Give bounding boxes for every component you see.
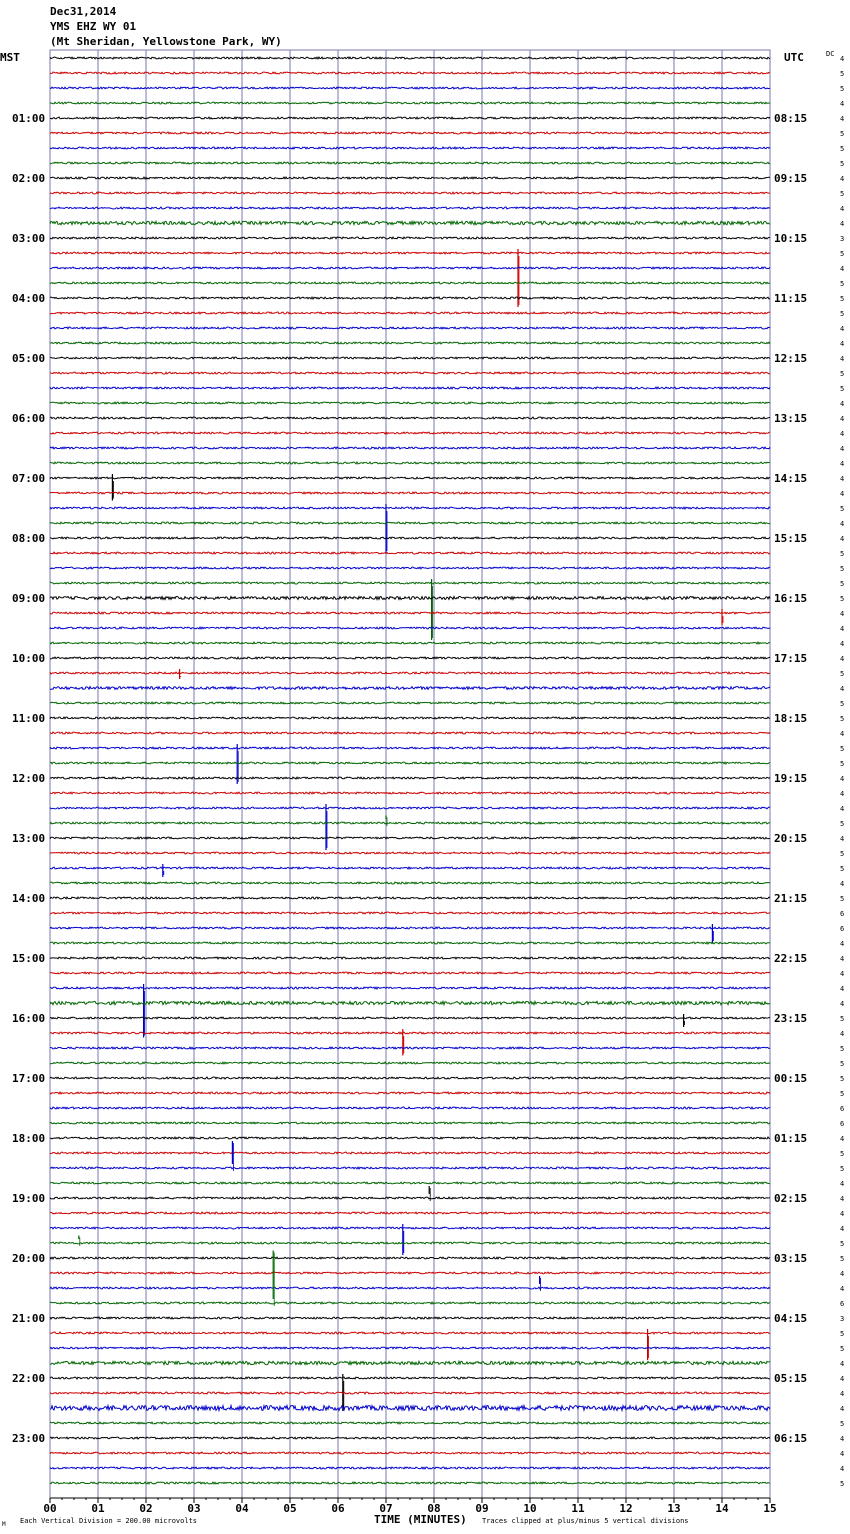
seismic-trace [50, 822, 770, 824]
dc-offset-value: 5 [840, 850, 845, 858]
dc-offset-value: 6 [840, 910, 845, 918]
dc-offset-value: 4 [840, 1450, 845, 1458]
dc-offset-value: 5 [840, 1060, 845, 1068]
mst-hour-label: 14:00 [12, 892, 46, 905]
dc-offset-value: 4 [840, 655, 845, 663]
x-tick-label: 09 [475, 1502, 489, 1515]
dc-offset-value: 4 [840, 1000, 845, 1008]
seismic-trace [50, 552, 770, 554]
dc-offset-value: 5 [840, 1015, 845, 1023]
seismic-trace [50, 72, 770, 74]
x-tick-label: 00 [43, 1502, 57, 1515]
clip-note: Traces clipped at plus/minus 5 vertical divisions [482, 1517, 689, 1525]
dc-offset-value: 5 [840, 1255, 845, 1263]
station-location: (Mt Sheridan, Yellowstone Park, WY) [50, 35, 282, 48]
chart-date: Dec31,2014 [50, 5, 117, 18]
seismic-trace [50, 1167, 770, 1169]
dc-offset-value: 4 [840, 1135, 845, 1143]
seismic-trace [50, 1092, 770, 1094]
dc-offset-value: 5 [840, 1165, 845, 1173]
seismic-trace [50, 897, 770, 899]
seismogram-traces [50, 57, 770, 1484]
seismic-trace [50, 717, 770, 719]
mst-hour-label: 01:00 [12, 112, 46, 125]
dc-offset-value: 5 [840, 160, 845, 168]
seismic-trace [50, 162, 770, 164]
x-tick-label: 07 [379, 1502, 393, 1515]
x-tick-label: 14 [715, 1502, 729, 1515]
seismic-trace [50, 1062, 770, 1064]
utc-hour-label: 08:15 [774, 112, 808, 125]
station-id: YMS EHZ WY 01 [50, 20, 137, 33]
dc-offset-value: 4 [840, 205, 845, 213]
utc-hour-label: 17:15 [774, 652, 808, 665]
dc-offset-value: 5 [840, 865, 845, 873]
dc-offset-value: 4 [840, 1465, 845, 1473]
seismic-trace [50, 702, 770, 704]
seismic-trace [50, 987, 770, 989]
seismic-trace [50, 537, 770, 539]
mst-hour-label: 23:00 [12, 1432, 46, 1445]
dc-offset-value: 4 [840, 100, 845, 108]
dc-offset-value: 4 [840, 1030, 845, 1038]
utc-hour-label: 23:15 [774, 1012, 808, 1025]
utc-hour-label: 06:15 [774, 1432, 808, 1445]
dc-offset-value: 5 [840, 505, 845, 513]
seismic-trace [50, 792, 770, 794]
dc-offset-value: 4 [840, 445, 845, 453]
utc-hour-label: 10:15 [774, 232, 808, 245]
dc-offset-value: 5 [840, 370, 845, 378]
dc-offset-value: 4 [840, 985, 845, 993]
seismic-trace [50, 252, 770, 254]
seismic-trace [50, 612, 770, 614]
seismic-trace [50, 1077, 770, 1079]
dc-offset-value: 4 [840, 1435, 845, 1443]
mst-hour-label: 06:00 [12, 412, 46, 425]
utc-hour-label: 19:15 [774, 772, 808, 785]
seismic-trace [50, 1287, 770, 1289]
x-tick-label: 15 [763, 1502, 777, 1515]
seismic-trace [50, 1032, 770, 1034]
seismic-trace [50, 267, 770, 269]
dc-offset-value: 5 [840, 1090, 845, 1098]
mst-hour-label: 04:00 [12, 292, 46, 305]
x-tick-label: 10 [523, 1502, 537, 1515]
dc-offset-value: 5 [840, 85, 845, 93]
dc-offset-value: 4 [840, 1390, 845, 1398]
utc-hour-label: 01:15 [774, 1132, 808, 1145]
dc-offset-value: 4 [840, 1270, 845, 1278]
dc-offset-value: 6 [840, 925, 845, 933]
dc-offset-value: 5 [840, 700, 845, 708]
x-tick-label: 06 [331, 1502, 345, 1515]
dc-offset-value: 4 [840, 460, 845, 468]
seismic-trace [50, 762, 770, 764]
dc-offset-value: 5 [840, 1420, 845, 1428]
seismic-trace [50, 432, 770, 434]
mst-hour-label: 11:00 [12, 712, 46, 725]
seismic-trace [50, 57, 770, 59]
seismic-trace [50, 1017, 770, 1019]
dc-offset-value: 4 [840, 970, 845, 978]
dc-offset-value: 4 [840, 610, 845, 618]
seismic-trace [50, 642, 770, 644]
seismic-trace [50, 747, 770, 749]
mst-hour-label: 19:00 [12, 1192, 46, 1205]
dc-offset-value: 4 [840, 175, 845, 183]
seismic-trace [50, 87, 770, 89]
dc-offset-value: 5 [840, 385, 845, 393]
dc-offset-value: 4 [840, 625, 845, 633]
mst-hour-label: 17:00 [12, 1072, 46, 1085]
dc-offset-value: 4 [840, 955, 845, 963]
seismic-trace [50, 477, 770, 479]
seismic-trace [50, 237, 770, 239]
seismic-trace [50, 582, 770, 584]
dc-offset-value: 5 [840, 1150, 845, 1158]
x-tick-label: 01 [91, 1502, 105, 1515]
dc-offset-value: 5 [840, 1480, 845, 1488]
dc-offset-value: 5 [840, 745, 845, 753]
mst-hour-label: 13:00 [12, 832, 46, 845]
seismic-trace [50, 102, 770, 104]
seismic-trace [50, 927, 770, 929]
dc-offset-value: 6 [840, 1300, 845, 1308]
seismic-trace [50, 327, 770, 329]
utc-hour-label: 18:15 [774, 712, 808, 725]
dc-offset-value: 4 [840, 1405, 845, 1413]
dc-offset-value: 5 [840, 250, 845, 258]
seismic-trace [50, 972, 770, 974]
seismic-trace [50, 687, 770, 690]
dc-offset-value: 4 [840, 1375, 845, 1383]
dc-offset-value: 5 [840, 280, 845, 288]
seismic-trace [50, 192, 770, 194]
seismic-trace [50, 342, 770, 344]
scale-note: Each Vertical Division = 200.00 microvolts [20, 1517, 198, 1525]
seismic-trace [50, 1227, 770, 1229]
seismic-trace [50, 1317, 770, 1319]
mst-hour-label: 20:00 [12, 1252, 46, 1265]
x-tick-label: 05 [283, 1502, 297, 1515]
dc-offset-value: 4 [840, 535, 845, 543]
seismic-trace [50, 1482, 770, 1484]
seismic-trace [50, 372, 770, 374]
dc-offset-value: 5 [840, 1045, 845, 1053]
axis-labels [12, 55, 844, 1515]
seismic-trace [50, 1302, 770, 1304]
utc-hour-label: 16:15 [774, 592, 808, 605]
seismic-trace [50, 732, 770, 734]
dc-offset-value: 5 [840, 70, 845, 78]
seismic-trace [50, 312, 770, 314]
seismic-trace [50, 567, 770, 569]
dc-offset-value: 3 [840, 235, 845, 243]
seismic-trace [50, 507, 770, 509]
utc-hour-label: 20:15 [774, 832, 808, 845]
right-axis-title: UTC [784, 51, 804, 64]
x-tick-label: 02 [139, 1502, 153, 1515]
dc-offset-value: 5 [840, 310, 845, 318]
seismic-trace [50, 1467, 770, 1469]
dc-offset-value: 6 [840, 1105, 845, 1113]
corner-mark: M [2, 1521, 6, 1528]
dc-offset-value: 4 [840, 685, 845, 693]
seismic-trace [50, 297, 770, 299]
utc-hour-label: 14:15 [774, 472, 808, 485]
dc-offset-value: 4 [840, 1285, 845, 1293]
x-tick-label: 11 [571, 1502, 585, 1515]
mst-hour-label: 12:00 [12, 772, 46, 785]
dc-offset-value: 4 [840, 775, 845, 783]
seismic-trace [50, 1001, 770, 1004]
dc-offset-value: 5 [840, 1345, 845, 1353]
seismic-trace [50, 117, 770, 119]
seismic-trace [50, 1392, 770, 1394]
seismic-trace [50, 1257, 770, 1259]
seismic-trace [50, 1377, 770, 1379]
dc-offset-value: 5 [840, 895, 845, 903]
dc-offset-value: 5 [840, 670, 845, 678]
dc-offset-value: 5 [840, 565, 845, 573]
seismic-trace [50, 387, 770, 389]
seismic-trace [50, 447, 770, 449]
dc-offset-value: 5 [840, 1240, 845, 1248]
dc-offset-value: 4 [840, 265, 845, 273]
utc-hour-label: 22:15 [774, 952, 808, 965]
seismic-trace [50, 1347, 770, 1349]
seismic-trace [50, 462, 770, 464]
dc-offset-value: 4 [840, 430, 845, 438]
dc-offset-value: 4 [840, 415, 845, 423]
seismic-trace [50, 417, 770, 419]
mst-hour-label: 09:00 [12, 592, 46, 605]
mst-hour-label: 10:00 [12, 652, 46, 665]
dc-offset-value: 4 [840, 220, 845, 228]
seismic-trace [50, 1452, 770, 1454]
seismic-trace [50, 657, 770, 659]
dc-offset-value: 6 [840, 1120, 845, 1128]
dc-title: DC [826, 50, 835, 58]
seismic-trace [50, 942, 770, 944]
dc-offset-value: 4 [840, 475, 845, 483]
seismic-trace [50, 852, 770, 854]
utc-hour-label: 05:15 [774, 1372, 808, 1385]
dc-offset-value: 5 [840, 760, 845, 768]
mst-hour-label: 18:00 [12, 1132, 46, 1145]
seismic-trace [50, 807, 770, 809]
seismic-trace [50, 1122, 770, 1124]
dc-offset-value: 4 [840, 940, 845, 948]
dc-offset-value: 4 [840, 1210, 845, 1218]
dc-offset-value: 5 [840, 145, 845, 153]
seismic-trace [50, 627, 770, 629]
dc-offset-value: 4 [840, 730, 845, 738]
dc-offset-value: 4 [840, 1195, 845, 1203]
dc-offset-value: 5 [840, 715, 845, 723]
dc-offset-value: 4 [840, 355, 845, 363]
seismic-trace [50, 777, 770, 779]
x-tick-label: 03 [187, 1502, 201, 1515]
dc-offset-value: 5 [840, 580, 845, 588]
seismic-trace [50, 957, 770, 959]
dc-offset-value: 5 [840, 595, 845, 603]
seismic-trace [50, 1212, 770, 1214]
dc-offset-value: 4 [840, 880, 845, 888]
utc-hour-label: 03:15 [774, 1252, 808, 1265]
plot-frame [50, 50, 770, 1498]
seismic-trace [50, 596, 770, 599]
mst-hour-label: 03:00 [12, 232, 46, 245]
dc-offset-value: 5 [840, 295, 845, 303]
seismic-trace [50, 837, 770, 839]
dc-offset-value: 5 [840, 1330, 845, 1338]
seismic-trace [50, 1437, 770, 1439]
dc-offset-value: 3 [840, 1315, 845, 1323]
seismic-trace [50, 1182, 770, 1184]
seismic-trace [50, 357, 770, 359]
seismic-trace [50, 912, 770, 914]
seismic-trace [50, 1137, 770, 1139]
utc-hour-label: 21:15 [774, 892, 808, 905]
dc-offset-value: 4 [840, 55, 845, 63]
utc-hour-label: 04:15 [774, 1312, 808, 1325]
seismic-trace [50, 882, 770, 884]
mst-hour-label: 22:00 [12, 1372, 46, 1385]
dc-offset-value: 4 [840, 115, 845, 123]
dc-offset-value: 5 [840, 550, 845, 558]
seismic-trace [50, 1047, 770, 1049]
x-tick-label: 04 [235, 1502, 249, 1515]
dc-offset-value: 5 [840, 130, 845, 138]
seismic-trace [50, 1242, 770, 1244]
dc-offset-value: 4 [840, 640, 845, 648]
x-tick-label: 08 [427, 1502, 441, 1515]
dc-offset-value: 4 [840, 1225, 845, 1233]
utc-hour-label: 00:15 [774, 1072, 808, 1085]
dc-offset-value: 4 [840, 490, 845, 498]
seismic-trace [50, 522, 770, 524]
utc-hour-label: 02:15 [774, 1192, 808, 1205]
x-axis-label: TIME (MINUTES) [374, 1513, 467, 1526]
utc-hour-label: 12:15 [774, 352, 808, 365]
dc-offset-value: 5 [840, 1075, 845, 1083]
seismic-trace [50, 132, 770, 134]
mst-hour-label: 16:00 [12, 1012, 46, 1025]
left-axis-title: MST [0, 51, 20, 64]
mst-hour-label: 02:00 [12, 172, 46, 185]
seismic-trace [50, 221, 770, 224]
seismic-trace [50, 147, 770, 149]
mst-hour-label: 07:00 [12, 472, 46, 485]
seismic-trace [50, 207, 770, 209]
dc-offset-value: 4 [840, 790, 845, 798]
seismic-trace [50, 1406, 770, 1411]
x-tick-label: 12 [619, 1502, 633, 1515]
dc-offset-value: 5 [840, 190, 845, 198]
x-tick-label: 13 [667, 1502, 681, 1515]
seismic-trace [50, 1197, 770, 1199]
seismic-trace [50, 177, 770, 179]
utc-hour-label: 15:15 [774, 532, 808, 545]
dc-offset-value: 4 [840, 520, 845, 528]
seismic-trace [50, 1332, 770, 1334]
seismic-trace [50, 867, 770, 869]
dc-offset-value: 4 [840, 325, 845, 333]
mst-hour-label: 08:00 [12, 532, 46, 545]
dc-offset-value: 4 [840, 835, 845, 843]
dc-offset-value: 4 [840, 400, 845, 408]
dc-offset-value: 4 [840, 1360, 845, 1368]
utc-hour-label: 09:15 [774, 172, 808, 185]
seismic-trace [50, 282, 770, 284]
utc-hour-label: 11:15 [774, 292, 808, 305]
mst-hour-label: 21:00 [12, 1312, 46, 1325]
seismic-trace [50, 1422, 770, 1424]
dc-offset-value: 4 [840, 805, 845, 813]
dc-offset-value: 4 [840, 1180, 845, 1188]
mst-hour-label: 05:00 [12, 352, 46, 365]
dc-offset-value: 5 [840, 820, 845, 828]
mst-hour-label: 15:00 [12, 952, 46, 965]
seismic-trace [50, 492, 770, 494]
seismic-trace [50, 1152, 770, 1154]
seismic-trace [50, 1107, 770, 1109]
seismic-trace [50, 1272, 770, 1274]
seismic-trace [50, 402, 770, 404]
seismic-trace [50, 672, 770, 674]
utc-hour-label: 13:15 [774, 412, 808, 425]
dc-offset-value: 4 [840, 340, 845, 348]
seismic-trace [50, 1361, 770, 1364]
